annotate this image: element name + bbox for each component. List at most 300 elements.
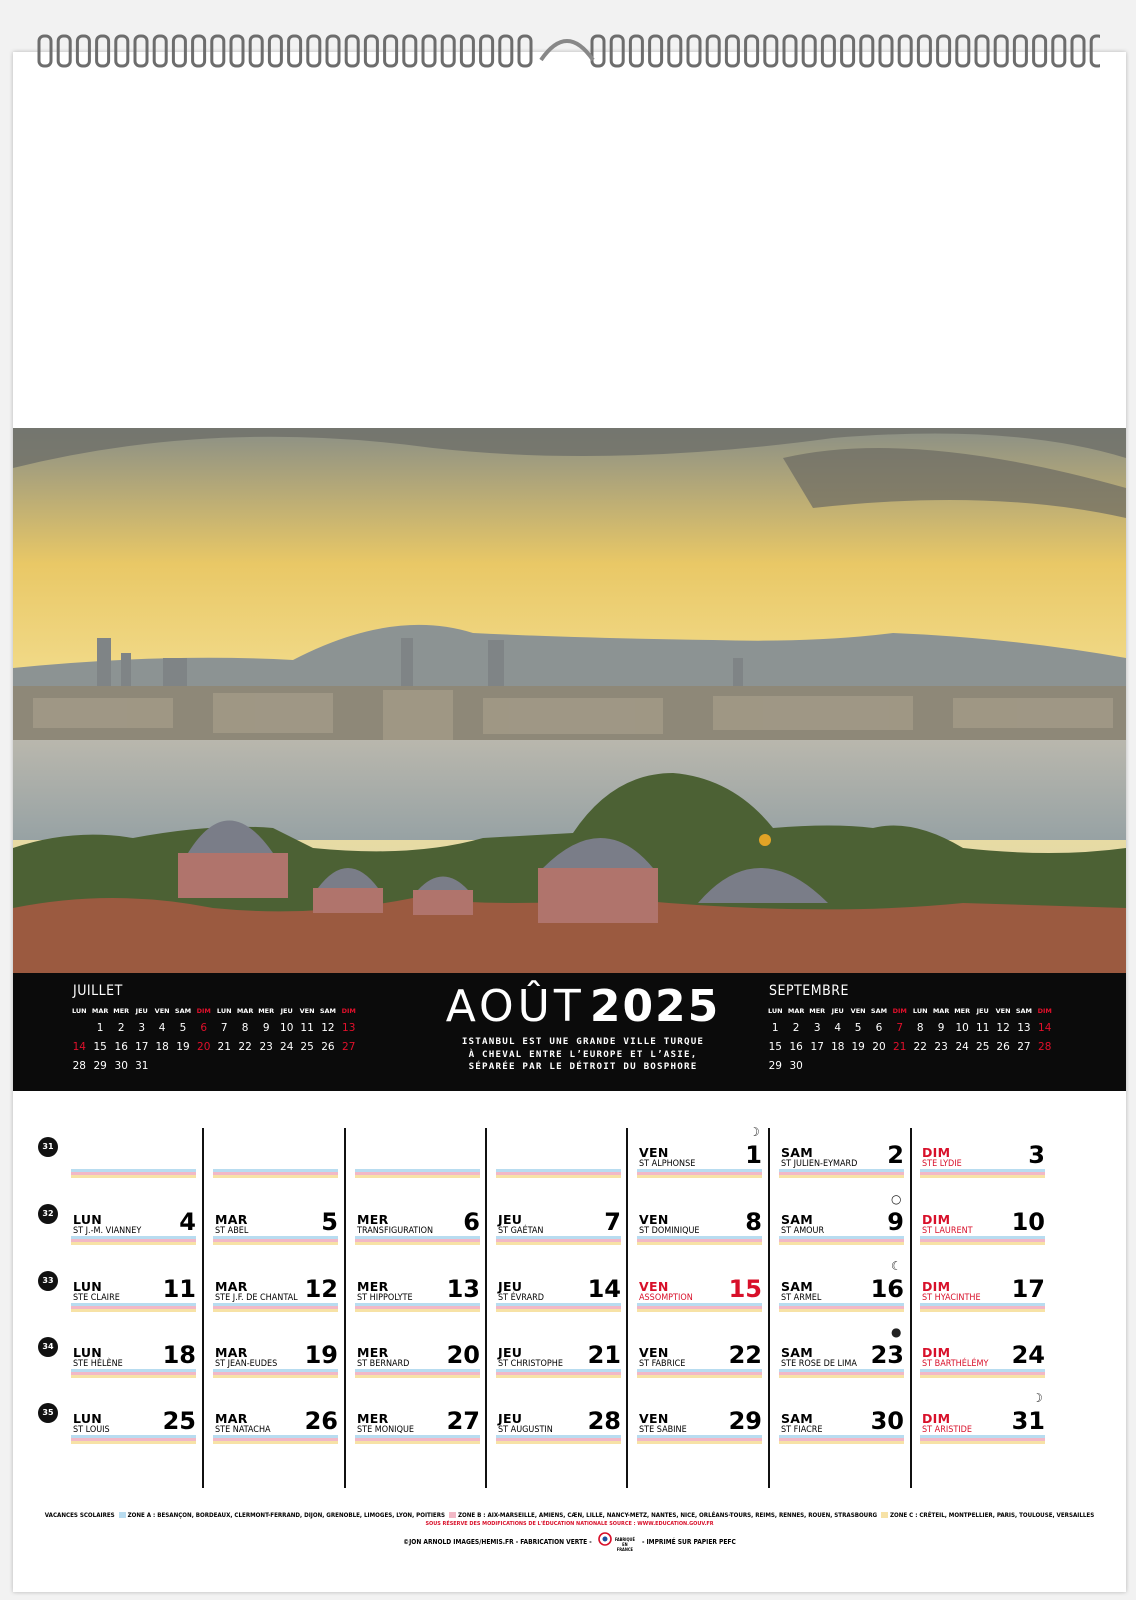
- mini-weekday: JEU: [831, 1006, 844, 1015]
- saint-name: ST LOUIS: [73, 1425, 110, 1435]
- day-number: 23: [870, 1341, 904, 1369]
- fabrique-en-france-logo: [598, 1532, 636, 1552]
- first-quarter-moon-icon: ☽: [1032, 1391, 1043, 1405]
- saint-name: ST LAURENT: [922, 1226, 973, 1236]
- mini-day: 12: [996, 1021, 1010, 1034]
- binding-ring: [97, 36, 109, 66]
- binding-ring: [803, 36, 815, 66]
- saint-name: ST ABEL: [215, 1226, 249, 1236]
- mini-weekday: SAM: [870, 1006, 888, 1015]
- day-number: 14: [587, 1275, 621, 1303]
- logo-text: FABRIQUÉ EN FRANCE: [614, 1536, 635, 1552]
- month-name: AOÛT: [445, 981, 585, 1032]
- mini-day: [910, 1056, 931, 1075]
- day-number: 4: [179, 1208, 196, 1236]
- day-number: 10: [1011, 1208, 1045, 1236]
- mini-day: 15: [768, 1040, 782, 1053]
- mini-day: 11: [300, 1021, 314, 1034]
- day-number: 11: [162, 1275, 196, 1303]
- binding-ring: [231, 36, 243, 66]
- last-quarter-moon-icon: ☾: [891, 1259, 902, 1273]
- day-number: 13: [446, 1275, 480, 1303]
- mini-day: [152, 1056, 173, 1075]
- saint-name: ST BARTHÉLÉMY: [922, 1359, 989, 1369]
- binding-ring: [1053, 36, 1065, 66]
- mini-weekday: MER: [113, 1006, 130, 1015]
- weekday-label: JEU: [498, 1279, 523, 1294]
- saint-name: ST BERNARD: [357, 1359, 410, 1369]
- day-cell: [355, 1275, 480, 1319]
- day-number: 26: [304, 1407, 338, 1435]
- weekday-label: MER: [357, 1279, 389, 1294]
- day-cell: [213, 1208, 338, 1252]
- mini-weekday: VEN: [995, 1006, 1011, 1015]
- weekday-label: SAM: [781, 1345, 814, 1360]
- mini-day: 31: [135, 1059, 149, 1072]
- weekday-label: SAM: [781, 1145, 814, 1160]
- saint-name: ST GAÉTAN: [498, 1226, 544, 1236]
- mini-weekday: MAR: [236, 1006, 254, 1015]
- mini-weekday: SAM: [319, 1006, 337, 1015]
- binding-ring: [116, 36, 128, 66]
- day-cell: [920, 1341, 1045, 1385]
- mini-day: 1: [771, 1021, 779, 1034]
- binding-ring: [269, 36, 281, 66]
- school-holiday-stripes: [355, 1435, 480, 1444]
- mini-day: 2: [117, 1021, 125, 1034]
- weekday-label: MAR: [215, 1345, 248, 1360]
- weekday-label: JEU: [498, 1212, 523, 1227]
- zone-a-swatch: [119, 1512, 126, 1518]
- saint-name: ST ÉVRARD: [498, 1293, 544, 1303]
- mini-day: 12: [321, 1021, 335, 1034]
- empty-day-cell: [71, 1145, 196, 1185]
- weekday-label: VEN: [639, 1345, 669, 1360]
- new-moon-icon: ●: [891, 1325, 902, 1339]
- school-holiday-stripes: [355, 1236, 480, 1245]
- day-number: 17: [1011, 1275, 1045, 1303]
- day-cell: [213, 1275, 338, 1319]
- day-cell: [496, 1407, 621, 1451]
- mini-calendar-title: JUILLET: [73, 983, 123, 999]
- mini-day: [172, 1056, 193, 1075]
- binding-ring: [918, 36, 930, 66]
- mini-day: 27: [1017, 1040, 1031, 1053]
- month-year: 2025: [589, 981, 721, 1032]
- mini-day: [214, 1056, 235, 1075]
- day-number: 24: [1011, 1341, 1045, 1369]
- school-holiday-stripes: [213, 1236, 338, 1245]
- binding-ring: [77, 36, 89, 66]
- mini-weekday: VEN: [850, 1006, 866, 1015]
- school-holiday-stripes: [779, 1369, 904, 1378]
- weekday-label: VEN: [639, 1212, 669, 1227]
- school-holiday-stripes: [637, 1169, 762, 1178]
- mini-weekday: DIM: [196, 1006, 211, 1015]
- mini-day: 27: [342, 1040, 356, 1053]
- mini-day: 14: [72, 1040, 86, 1053]
- mini-weekday: LUN: [71, 1006, 87, 1015]
- mini-day: 7: [220, 1021, 228, 1034]
- day-cell: [637, 1141, 762, 1185]
- mini-day: 16: [789, 1040, 803, 1053]
- week-number-badge: 31: [38, 1137, 58, 1157]
- binding-ring: [1091, 36, 1100, 66]
- binding-ring: [289, 36, 301, 66]
- mini-day: 21: [893, 1040, 907, 1053]
- mini-day: 15: [93, 1040, 107, 1053]
- school-holiday-stripes: [920, 1435, 1045, 1444]
- saint-name: STE CLAIRE: [73, 1293, 120, 1303]
- day-cell: [920, 1141, 1045, 1185]
- zone-c-swatch: [881, 1512, 888, 1518]
- weekday-label: LUN: [73, 1279, 103, 1294]
- mini-day: 1: [96, 1021, 104, 1034]
- binding-ring: [346, 36, 358, 66]
- mini-day: [807, 1056, 828, 1075]
- school-holiday-stripes: [355, 1303, 480, 1312]
- day-cell: [779, 1208, 904, 1252]
- mini-weekday: VEN: [154, 1006, 170, 1015]
- mini-weekday: LUN: [912, 1006, 928, 1015]
- mini-day: 28: [72, 1059, 86, 1072]
- month-banner: [13, 973, 1126, 1091]
- binding-ring: [461, 36, 473, 66]
- day-number: 30: [870, 1407, 904, 1435]
- saint-name: STE SABINE: [639, 1425, 687, 1435]
- saint-name: ST DOMINIQUE: [639, 1226, 700, 1236]
- day-cell: [355, 1407, 480, 1451]
- day-number: 25: [162, 1407, 196, 1435]
- mini-day: 8: [241, 1021, 249, 1034]
- school-holiday-stripes: [920, 1236, 1045, 1245]
- binding-ring: [976, 36, 988, 66]
- caption-line: SÉPARÉE PAR LE DÉTROIT DU BOSPHORE: [468, 1061, 698, 1072]
- mini-day: [848, 1056, 869, 1075]
- day-number: 12: [304, 1275, 338, 1303]
- weekday-label: VEN: [639, 1411, 669, 1426]
- school-holiday-stripes: [496, 1369, 621, 1378]
- credits: [13, 1532, 1126, 1552]
- mini-weekday: MAR: [932, 1006, 950, 1015]
- binding-ring: [880, 36, 892, 66]
- binding-ring: [250, 36, 262, 66]
- vacances-label: VACANCES SCOLAIRES: [44, 1512, 115, 1519]
- school-holiday-stripes: [920, 1369, 1045, 1378]
- week-number-badge: 32: [38, 1204, 58, 1224]
- mini-day: 30: [789, 1059, 803, 1072]
- day-cell: [920, 1275, 1045, 1319]
- binding-ring: [308, 36, 320, 66]
- first-quarter-moon-icon: ☽: [749, 1125, 760, 1139]
- column-divider: [626, 1128, 628, 1488]
- day-cell: [779, 1141, 904, 1185]
- binding-ring: [58, 36, 70, 66]
- mini-day: 22: [913, 1040, 927, 1053]
- zone-b-swatch: [449, 1512, 456, 1518]
- mini-weekday: SAM: [1015, 1006, 1033, 1015]
- mini-day: 10: [955, 1021, 969, 1034]
- weekday-label: LUN: [73, 1411, 103, 1426]
- day-number: 6: [463, 1208, 480, 1236]
- binding-ring: [938, 36, 950, 66]
- day-cell: [355, 1341, 480, 1385]
- mini-day: 9: [937, 1021, 945, 1034]
- weekday-label: SAM: [781, 1212, 814, 1227]
- day-number: 9: [887, 1208, 904, 1236]
- binding-ring: [592, 36, 604, 66]
- mini-day: [194, 1056, 214, 1075]
- column-divider: [768, 1128, 770, 1488]
- saint-name: ST AMOUR: [781, 1226, 825, 1236]
- day-number: 18: [162, 1341, 196, 1369]
- day-number: 22: [728, 1341, 762, 1369]
- day-number: 8: [745, 1208, 762, 1236]
- mini-day: 7: [896, 1021, 904, 1034]
- school-holiday-stripes: [355, 1369, 480, 1378]
- mini-day: 11: [976, 1021, 990, 1034]
- mini-weekday: JEU: [280, 1006, 293, 1015]
- mini-day: 29: [93, 1059, 107, 1072]
- photo-credit: ©JON ARNOLD IMAGES/HEMIS.FR - FABRICATION VERTE -: [403, 1537, 592, 1546]
- binding-ring: [39, 36, 51, 66]
- school-holiday-stripes: [920, 1303, 1045, 1312]
- day-number: 29: [728, 1407, 762, 1435]
- school-holiday-stripes: [355, 1169, 480, 1178]
- zone-b-text: ZONE B : AIX-MARSEILLE, AMIENS, CÆN, LILLE, NANCY-METZ, NANTES, NICE, ORLÉANS-TOURS, REIMS, RENNES, ROUEN, STRASBOURG: [457, 1512, 878, 1519]
- day-cell: [920, 1208, 1045, 1252]
- binding-ring: [1034, 36, 1046, 66]
- binding-ring: [688, 36, 700, 66]
- mini-calendar-table: [765, 1003, 1055, 1075]
- school-holiday-stripes: [920, 1169, 1045, 1178]
- day-cell: [71, 1275, 196, 1319]
- weekday-label: VEN: [639, 1145, 669, 1160]
- mini-day: 5: [854, 1021, 862, 1034]
- saint-name: ST HYACINTHE: [922, 1293, 981, 1303]
- binding-ring: [650, 36, 662, 66]
- saint-name: TRANSFIGURATION: [357, 1226, 434, 1236]
- caption-line: À CHEVAL ENTRE L’EUROPE ET L’ASIE,: [468, 1048, 698, 1060]
- mini-day: [868, 1056, 889, 1075]
- mini-day: 2: [792, 1021, 800, 1034]
- weekday-label: MAR: [215, 1411, 248, 1426]
- column-divider: [910, 1128, 912, 1488]
- binding-ring: [500, 36, 512, 66]
- day-cell: [779, 1341, 904, 1385]
- binding-ring: [726, 36, 738, 66]
- weekday-label: MER: [357, 1212, 389, 1227]
- caption-line: ISTANBUL EST UNE GRANDE VILLE TURQUE: [461, 1036, 705, 1047]
- mini-day: 16: [114, 1040, 128, 1053]
- binding-ring: [669, 36, 681, 66]
- full-moon-icon: ○: [891, 1192, 902, 1206]
- mini-calendar-next: [765, 983, 1055, 1075]
- binding-ring: [822, 36, 834, 66]
- mini-day: 20: [872, 1040, 886, 1053]
- school-holiday-stripes: [779, 1435, 904, 1444]
- school-holiday-stripes: [71, 1303, 196, 1312]
- mini-weekday: MAR: [91, 1006, 109, 1015]
- mini-weekday: VEN: [299, 1006, 315, 1015]
- saint-name: ST JULIEN-EYMARD: [781, 1159, 858, 1169]
- mini-calendar-title: SEPTEMBRE: [769, 983, 849, 999]
- mini-day: [235, 1056, 256, 1075]
- mini-day: 25: [976, 1040, 990, 1053]
- mini-day: [931, 1056, 952, 1075]
- empty-day-cell: [355, 1145, 480, 1185]
- mini-day: 18: [831, 1040, 845, 1053]
- binding-ring: [327, 36, 339, 66]
- binding-ring: [154, 36, 166, 66]
- binding-ring: [1072, 36, 1084, 66]
- empty-day-cell: [213, 1145, 338, 1185]
- school-holiday-stripes: [213, 1169, 338, 1178]
- mini-weekday: DIM: [892, 1006, 907, 1015]
- mini-day: 19: [851, 1040, 865, 1053]
- mini-day: 13: [342, 1021, 356, 1034]
- saint-name: ST J.-M. VIANNEY: [73, 1226, 142, 1236]
- day-cell: [355, 1208, 480, 1252]
- school-holiday-stripes: [637, 1369, 762, 1378]
- week-number-badge: 33: [38, 1271, 58, 1291]
- mini-day: [973, 1056, 993, 1075]
- mini-day: 20: [197, 1040, 211, 1053]
- saint-name: ST AUGUSTIN: [498, 1425, 553, 1435]
- day-number: 3: [1028, 1141, 1045, 1169]
- saint-name: ASSOMPTION: [639, 1293, 693, 1303]
- school-holiday-stripes: [779, 1303, 904, 1312]
- binding-ring: [404, 36, 416, 66]
- wire-binding: [35, 30, 1100, 72]
- school-holiday-stripes: [637, 1435, 762, 1444]
- mini-weekday: MER: [809, 1006, 826, 1015]
- mini-day: 6: [200, 1021, 208, 1034]
- saint-name: ST ARMEL: [781, 1293, 822, 1303]
- week-number-badge: 34: [38, 1337, 58, 1357]
- weekday-label: DIM: [922, 1279, 951, 1294]
- saint-name: STE J.F. DE CHANTAL: [215, 1293, 298, 1303]
- mini-day: 24: [955, 1040, 969, 1053]
- mini-day: 4: [158, 1021, 166, 1034]
- weekday-label: LUN: [73, 1345, 103, 1360]
- day-cell: [213, 1341, 338, 1385]
- day-cell: [779, 1275, 904, 1319]
- day-number: 19: [304, 1341, 338, 1369]
- mini-weekday: DIM: [1037, 1006, 1052, 1015]
- empty-day-cell: [496, 1145, 621, 1185]
- school-holiday-stripes: [71, 1369, 196, 1378]
- school-holiday-stripes: [213, 1369, 338, 1378]
- mini-weekday: MAR: [787, 1006, 805, 1015]
- weekday-label: MAR: [215, 1212, 248, 1227]
- mini-day: 10: [280, 1021, 294, 1034]
- mini-day: 4: [834, 1021, 842, 1034]
- school-holiday-stripes: [496, 1435, 621, 1444]
- mini-day: [1034, 1056, 1055, 1075]
- mini-day: [828, 1056, 848, 1075]
- day-cell: [71, 1341, 196, 1385]
- school-holiday-stripes: [496, 1169, 621, 1178]
- hanger-hook: [541, 41, 593, 60]
- weekday-label: SAM: [781, 1279, 814, 1294]
- mini-day: [952, 1056, 973, 1075]
- column-divider: [344, 1128, 346, 1488]
- istanbul-photo: [13, 428, 1126, 973]
- school-holiday-stripes: [779, 1236, 904, 1245]
- mini-weekday: DIM: [341, 1006, 356, 1015]
- mini-day: 13: [1017, 1021, 1031, 1034]
- mini-day: 6: [875, 1021, 883, 1034]
- zone-c-text: ZONE C : CRÉTEIL, MONTPELLIER, PARIS, TOULOUSE, VERSAILLES: [890, 1512, 1095, 1519]
- saint-name: STE LYDIE: [922, 1159, 962, 1169]
- mini-day: 21: [217, 1040, 231, 1053]
- mini-day: 29: [768, 1059, 782, 1072]
- school-holiday-stripes: [637, 1303, 762, 1312]
- day-cell: [779, 1407, 904, 1451]
- mini-day: 18: [155, 1040, 169, 1053]
- weekday-label: JEU: [498, 1345, 523, 1360]
- binding-ring: [842, 36, 854, 66]
- day-number: 16: [870, 1275, 904, 1303]
- weekday-label: DIM: [922, 1212, 951, 1227]
- saint-name: ST JEAN-EUDES: [215, 1359, 278, 1369]
- day-cell: [637, 1275, 762, 1319]
- mini-day: 3: [813, 1021, 821, 1034]
- binding-ring: [423, 36, 435, 66]
- mini-day: 8: [916, 1021, 924, 1034]
- day-number: 28: [587, 1407, 621, 1435]
- mini-day: 28: [1038, 1040, 1052, 1053]
- weekday-label: DIM: [922, 1345, 951, 1360]
- mini-weekday: SAM: [174, 1006, 192, 1015]
- weekday-label: VEN: [639, 1279, 669, 1294]
- mini-day: 30: [114, 1059, 128, 1072]
- day-cell: [496, 1275, 621, 1319]
- saint-name: ST ALPHONSE: [639, 1159, 696, 1169]
- binding-ring: [212, 36, 224, 66]
- month-grid: [13, 1125, 1126, 1488]
- day-cell: [71, 1208, 196, 1252]
- binding-ring: [784, 36, 796, 66]
- saint-name: STE NATACHA: [215, 1425, 271, 1435]
- day-cell: [637, 1407, 762, 1451]
- mini-day: 3: [138, 1021, 146, 1034]
- binding-ring: [899, 36, 911, 66]
- weekday-label: LUN: [73, 1212, 103, 1227]
- mini-weekday: JEU: [135, 1006, 148, 1015]
- week-number-badge: 35: [38, 1403, 58, 1423]
- weekday-label: DIM: [922, 1145, 951, 1160]
- day-number: 7: [604, 1208, 621, 1236]
- mini-day: 26: [321, 1040, 335, 1053]
- mini-day: [69, 1018, 90, 1037]
- school-holiday-stripes: [496, 1303, 621, 1312]
- mini-weekday: LUN: [216, 1006, 232, 1015]
- mini-day: 22: [238, 1040, 252, 1053]
- mini-day: [1013, 1056, 1034, 1075]
- school-holiday-stripes: [637, 1236, 762, 1245]
- binding-ring: [611, 36, 623, 66]
- binding-ring: [1014, 36, 1026, 66]
- school-holiday-stripes: [779, 1169, 904, 1178]
- weekday-label: MER: [357, 1345, 389, 1360]
- day-cell: [71, 1407, 196, 1451]
- day-number: 5: [321, 1208, 338, 1236]
- school-holiday-stripes: [496, 1236, 621, 1245]
- day-cell: [637, 1208, 762, 1252]
- binding-ring: [995, 36, 1007, 66]
